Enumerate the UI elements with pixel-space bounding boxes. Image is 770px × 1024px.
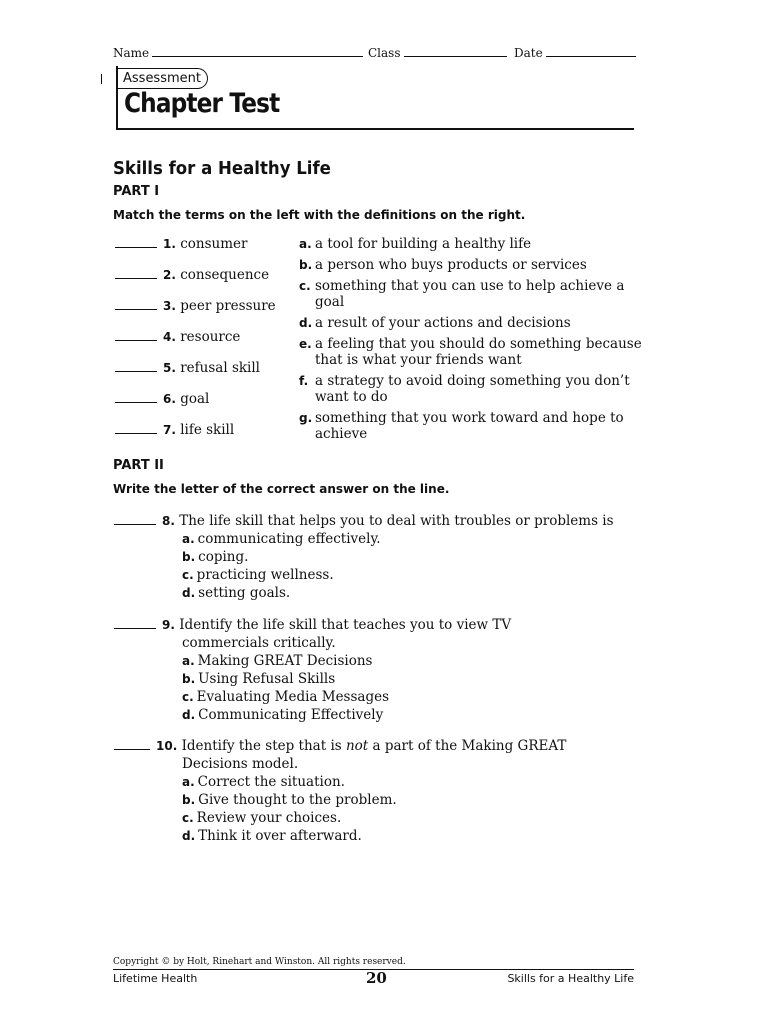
term-item: 3. peer pressure bbox=[115, 298, 276, 314]
answer-line[interactable] bbox=[114, 618, 156, 629]
definitions-list bbox=[299, 236, 644, 447]
term-item: 6. goal bbox=[115, 391, 209, 407]
class-label: Class bbox=[368, 46, 401, 60]
date-field[interactable] bbox=[514, 44, 636, 60]
answer-line[interactable] bbox=[115, 361, 157, 372]
definition-item: c. something that you can use to help achieve a goal bbox=[299, 278, 625, 310]
answer-line[interactable] bbox=[115, 423, 157, 434]
term-item: 5. refusal skill bbox=[115, 360, 260, 376]
section-title: Skills for a Healthy Life bbox=[113, 158, 331, 179]
definition-item: a. a tool for building a healthy life bbox=[299, 236, 532, 252]
date-label: Date bbox=[514, 46, 543, 60]
question-10: 10. Identify the step that is not a part of the Making GREAT Decisions model. a. Correct the situation. b. Give thought to the problem. c. Review your choices. d. Think it over afterward. bbox=[114, 737, 566, 845]
definition-item: e. a feeling that you should do something because that is what your friends want bbox=[299, 336, 642, 368]
term-item: 7. life skill bbox=[115, 422, 234, 438]
title-rule bbox=[116, 128, 634, 130]
name-label: Name bbox=[113, 46, 150, 60]
footer-book-title: Lifetime Health bbox=[113, 972, 198, 985]
answer-line[interactable] bbox=[115, 330, 157, 341]
footer-chapter-title: Skills for a Healthy Life bbox=[507, 972, 634, 985]
part1-label: PART I bbox=[113, 184, 160, 199]
answer-line[interactable] bbox=[114, 739, 150, 750]
definition-item: f. a strategy to avoid doing something you don’t want to do bbox=[299, 373, 630, 405]
chapter-title: Chapter Test bbox=[124, 88, 280, 119]
answer-line[interactable] bbox=[115, 237, 157, 248]
term-item: 1. consumer bbox=[115, 236, 247, 252]
name-field[interactable] bbox=[113, 44, 363, 60]
answer-line[interactable] bbox=[115, 268, 157, 279]
definition-item: g. something that you work toward and hope to achieve bbox=[299, 410, 624, 442]
answer-line[interactable] bbox=[115, 392, 157, 403]
part2-instructions: Write the letter of the correct answer on the line. bbox=[113, 482, 450, 496]
definition-item: b. a person who buys products or services bbox=[299, 257, 587, 273]
class-line[interactable] bbox=[404, 44, 507, 57]
assessment-badge: Assessment bbox=[118, 68, 208, 89]
question-9: 9. Identify the life skill that teaches you to view TV commercials critically. a. Making GREAT Decisions b. Using Refusal Skills c. Evaluating Media Messages d. Communicating Effectively bbox=[114, 616, 511, 724]
definition-item: d. a result of your actions and decisions bbox=[299, 315, 571, 331]
question-8: 8. The life skill that helps you to deal with troubles or problems is a. communicating effectively. b. coping. c. practicing wellness. d. setting goals. bbox=[114, 512, 614, 602]
date-line[interactable] bbox=[546, 44, 636, 57]
term-item: 4. resource bbox=[115, 329, 240, 345]
class-field[interactable] bbox=[368, 44, 507, 60]
copyright-notice: Copyright © by Holt, Rinehart and Winston. All rights reserved. bbox=[113, 957, 406, 967]
margin-mark bbox=[101, 74, 102, 84]
answer-line[interactable] bbox=[115, 299, 157, 310]
page-number: 20 bbox=[366, 969, 387, 987]
answer-line[interactable] bbox=[114, 514, 156, 525]
part1-instructions: Match the terms on the left with the definitions on the right. bbox=[113, 208, 526, 222]
name-line[interactable] bbox=[152, 44, 363, 57]
part2-label: PART II bbox=[113, 458, 164, 473]
term-item: 2. consequence bbox=[115, 267, 269, 283]
